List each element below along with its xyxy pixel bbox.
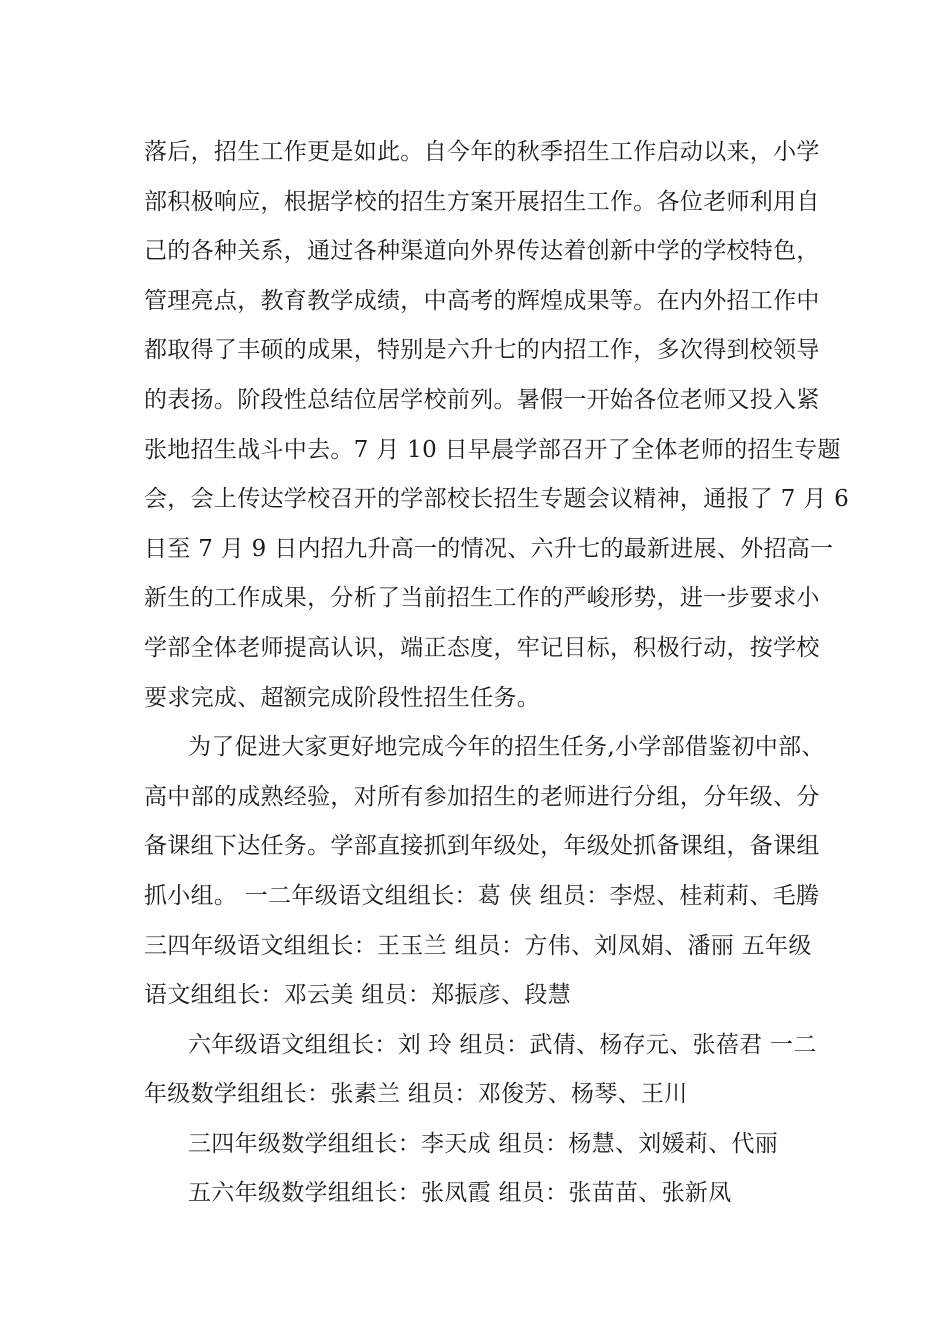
text-line: 语文组组长：邓云美 组员：郑振彦、段慧 [144, 982, 572, 1009]
text-line: 抓小组。 一二年级语文组组长：葛 侠 组员：李煜、桂莉莉、毛腾 [144, 882, 820, 909]
text-line: 己的各种关系，通过各种渠道向外界传达着创新中学的学校特色， [144, 238, 820, 265]
text-line: 部积极响应，根据学校的招生方案开展招生工作。各位老师利用自 [144, 188, 820, 215]
text-line: 管理亮点，教育教学成绩，中高考的辉煌成果等。在内外招工作中 [144, 287, 820, 314]
document-body [144, 128, 850, 1219]
paragraph-first-line: 五六年级数学组组长：张凤霞 组员：张苗苗、张新凤 [188, 1180, 732, 1207]
text-line: 落后，招生工作更是如此。自今年的秋季招生工作启动以来，小学 [144, 139, 820, 165]
text-line: 都取得了丰硕的成果，特别是六升七的内招工作，多次得到校领导 [144, 337, 820, 364]
text-line: 的表扬。阶段性总结位居学校前列。暑假一开始各位老师又投入紧 [144, 386, 820, 413]
text-line: 三四年级语文组组长：王玉兰 组员：方伟、刘凤娟、潘丽 五年级 [144, 932, 812, 959]
text-line: 要求完成、超额完成阶段性招生任务。 [144, 684, 541, 711]
text-line: 高中部的成熟经验，对所有参加招生的老师进行分组，分年级、分 [144, 783, 820, 810]
text-line: 日至 7 月 9 日内招九升高一的情况、六升七的最新进展、外招高一 [144, 535, 834, 562]
paragraph-first-line: 为了促进大家更好地完成今年的招生任务,小学部借鉴初中部、 [188, 734, 825, 761]
paragraph-first-line: 三四年级数学组组长：李天成 组员：杨慧、刘媛莉、代丽 [188, 1130, 779, 1157]
text-line: 张地招生战斗中去。7 月 10 日早晨学部召开了全体老师的招生专题 [144, 436, 841, 463]
text-line: 学部全体老师提高认识，端正态度，牢记目标，积极行动，按学校 [144, 634, 820, 661]
text-line: 年级数学组组长：张素兰 组员：邓俊芳、杨琴、王川 [144, 1081, 688, 1108]
paragraph-first-line: 六年级语文组组长：刘 玲 组员：武倩、杨存元、张蓓君 一二 [188, 1031, 817, 1058]
text-line: 备课组下达任务。学部直接抓到年级处，年级处抓备课组，备课组 [144, 833, 820, 860]
text-line: 会，会上传达学校召开的学部校长招生专题会议精神，通报了 7 月 6 [144, 486, 850, 513]
text-line: 新生的工作成果，分析了当前招生工作的严峻形势，进一步要求小 [144, 585, 820, 612]
